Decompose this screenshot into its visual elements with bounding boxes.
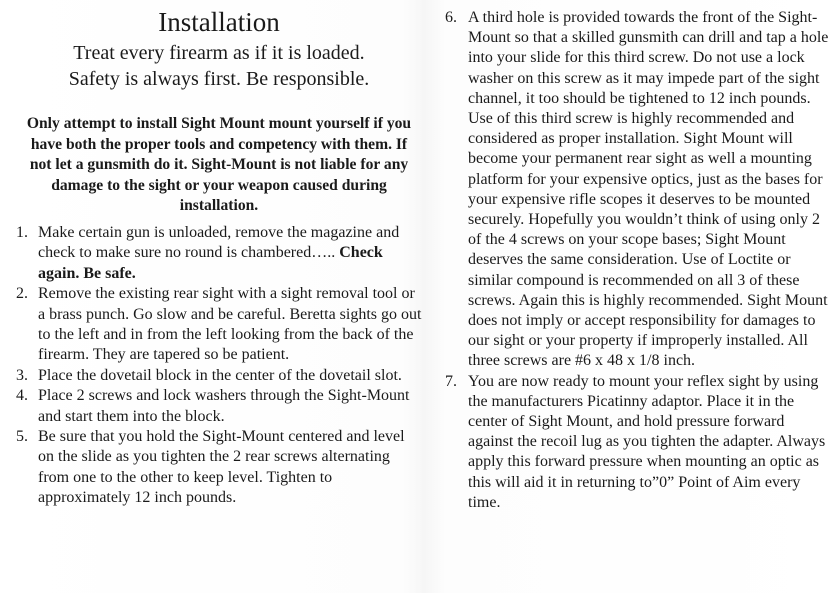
steps-list-left [14, 223, 424, 509]
step-6 [444, 8, 830, 372]
step-text: Place 2 screws and lock washers through the Sight-Mount and start them into the block. [38, 387, 410, 425]
step-5 [14, 427, 424, 509]
step-number: 3. [16, 366, 28, 384]
step-number: 2. [16, 285, 28, 303]
steps-list-right [444, 8, 830, 513]
liability-warning: Only attempt to install Sight Mount mount yourself if you have both the proper tools and competency with them. If not let a gunsmith do it. Sight-Mount is not liable for any damage to the sight or your weapon caused during installation. [26, 115, 412, 215]
step-text: Remove the existing rear sight with a sight removal tool or a brass punch. Go slow and be careful. Beretta sights go out to the left and in from the left looking from the back of the firearm. They are tapered so be patient. [38, 285, 422, 364]
step-number: 6. [445, 9, 457, 26]
step-text: A third hole is provided towards the front of the Sight-Mount so that a skilled gunsmith can drill and tap a hole into your slide for this third screw. Do not use a lock washer on this screw as it may impede part of the sight channel, it too should be tightened to 12 inch pounds. Use of this third screw is highly recommended and considered as proper installation. Sight Mount will become your permanent rear sight as well a mounting platform for your expensive optics, just as the bases for your expensive rifle scopes it deserves to be mounted securely. Hopefully you wouldn’t think of using only 2 of the 4 screws on your scope bases; Sight Mount deserves the same consideration. Use of Loctite or similar compound is recommended on all 3 of these screws. Again this is highly recommended. Sight Mount does not imply or accept responsibility for damages to our sight or your property if improperly installed. All three screws are #6 x 48 x 1/8 inch. [468, 9, 829, 370]
step-4 [14, 386, 424, 427]
step-number: 1. [16, 223, 28, 241]
safety-tagline-1: Treat every firearm as if it is loaded. [73, 42, 365, 64]
page-title: Installation [158, 7, 280, 37]
step-text: Place the dovetail block in the center of the dovetail slot. [38, 366, 402, 384]
step-emphasis: Check again. Be safe. [38, 244, 383, 282]
step-number: 4. [16, 387, 28, 405]
step-1 [14, 223, 424, 284]
step-3 [14, 366, 424, 386]
step-7 [444, 372, 830, 513]
step-number: 5. [16, 428, 28, 446]
step-text: You are now ready to mount your reflex sight by using the manufacturers Picatinny adaptor. Place it in the center of Sight Mount, and hold pressure forward against the recoil lug as you tighten the adapter. Always apply this forward pressure when mounting an optic as this will aid it in returning to”0” Point of Aim every time. [468, 372, 826, 511]
step-2 [14, 284, 424, 366]
safety-tagline-2: Safety is always first. Be responsible. [68, 68, 370, 90]
step-text: Make certain gun is unloaded, remove the magazine and check to make sure no round is chambered….. [38, 223, 400, 262]
step-number: 7. [445, 372, 457, 390]
left-column [14, 6, 424, 509]
right-column [444, 8, 830, 513]
step-text: Be sure that you hold the Sight-Mount centered and level on the slide as you tighten the 2 rear screws alternating from one to the other to keep level. Tighten to approximately 12 inch pounds. [38, 428, 405, 507]
